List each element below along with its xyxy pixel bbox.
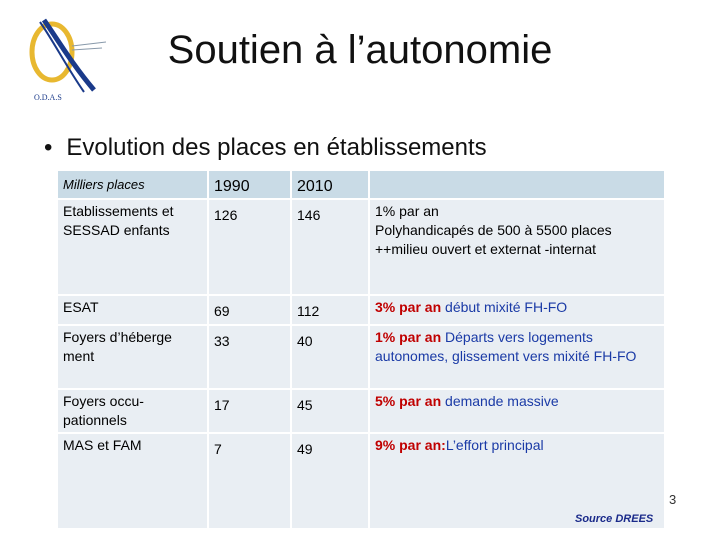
row-label: Etablissements et SESSAD enfants xyxy=(57,199,208,295)
rate-label: 3% par an xyxy=(375,299,442,315)
value-1990: 33 xyxy=(208,325,291,389)
value-1990: 7 xyxy=(208,433,291,529)
page-title: Soutien à l’autonomie xyxy=(167,28,553,72)
header-corner: Milliers places xyxy=(57,170,208,199)
odas-logo-icon xyxy=(14,12,106,104)
row-note-cell xyxy=(369,389,665,433)
header-note xyxy=(369,170,665,199)
row-note: début mixité FH-FO xyxy=(445,299,568,315)
row-label: MAS et FAM xyxy=(57,433,208,529)
rate-label: 1% par an xyxy=(375,329,442,345)
row-note: Polyhandicapés de 500 à 5500 places ++milieu ouvert et externat -internat xyxy=(375,222,612,257)
row-note: L’effort principal xyxy=(445,437,544,453)
rate-label: 1% par an xyxy=(375,203,439,219)
value-1990: 69 xyxy=(208,295,291,325)
table-row xyxy=(57,325,665,389)
source-caption: Source DREES xyxy=(575,513,654,525)
table-row xyxy=(57,199,665,295)
bullet-dot-icon: • xyxy=(44,134,53,161)
slide-number: 3 xyxy=(669,492,677,507)
header-2010: 2010 xyxy=(291,170,369,199)
value-1990: 126 xyxy=(208,199,291,295)
rate-label: 5% par an xyxy=(375,393,442,409)
places-table xyxy=(56,169,666,530)
table-row xyxy=(57,433,665,529)
value-2010: 45 xyxy=(291,389,369,433)
row-label: Foyers d’héberge ment xyxy=(57,325,208,389)
table-row xyxy=(57,389,665,433)
header-1990: 1990 xyxy=(208,170,291,199)
bullet-text: Evolution des places en établissements xyxy=(66,134,487,161)
rate-label: 9% par an: xyxy=(375,437,446,453)
row-label: Foyers occu-pationnels xyxy=(57,389,208,433)
value-2010: 40 xyxy=(291,325,369,389)
value-2010: 112 xyxy=(291,295,369,325)
bullet-heading xyxy=(44,134,487,162)
row-note: Départs vers logements autonomes, glissement vers mixité FH-FO xyxy=(375,329,637,364)
table-row xyxy=(57,295,665,325)
row-note-cell xyxy=(369,325,665,389)
value-2010: 146 xyxy=(291,199,369,295)
row-note: demande massive xyxy=(445,393,559,409)
value-2010: 49 xyxy=(291,433,369,529)
value-1990: 17 xyxy=(208,389,291,433)
svg-text:O.D.A.S: O.D.A.S xyxy=(34,93,62,102)
table-header-row xyxy=(57,170,665,199)
row-note-cell xyxy=(369,199,665,295)
row-label: ESAT xyxy=(57,295,208,325)
row-note-cell xyxy=(369,295,665,325)
